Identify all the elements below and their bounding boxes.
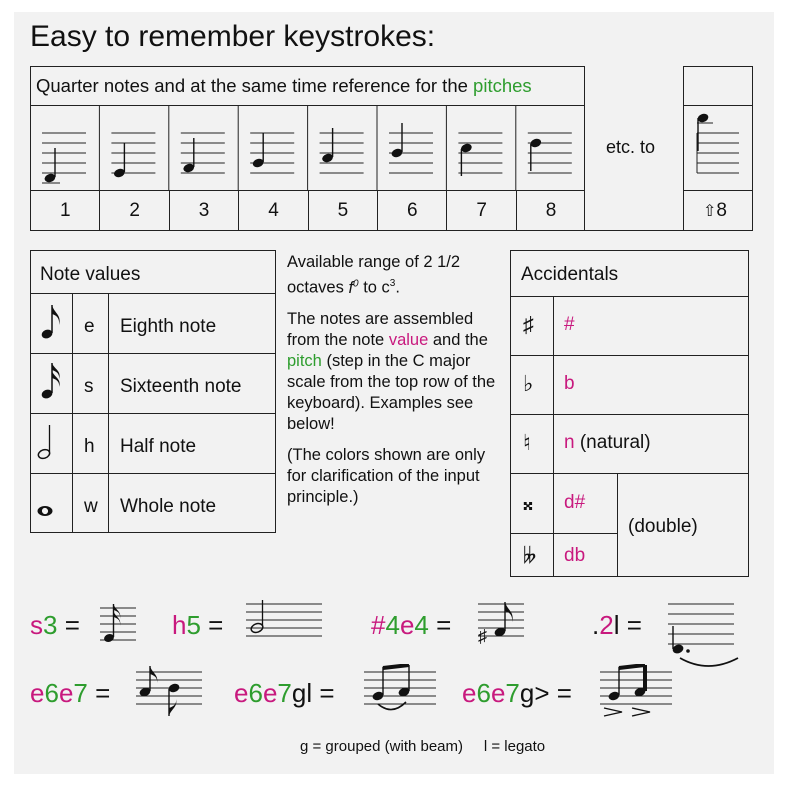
range-paragraph [287, 252, 497, 299]
equals-sign: = [549, 678, 572, 708]
divider [308, 190, 309, 230]
divider [446, 190, 447, 230]
note-value-name: Eighth note [120, 316, 217, 337]
double-flat-icon: 𝄫 [523, 543, 537, 568]
pitch-table-header-highlight: pitches [473, 75, 532, 96]
note-value-key: w [84, 496, 98, 517]
example-pitch: 6 [476, 678, 491, 708]
example-pitch: 2 [599, 610, 614, 640]
assembly-value-word: value [388, 330, 429, 349]
pitch-staff-cell [516, 105, 572, 191]
whole-note-icon [30, 473, 72, 533]
example-legato-key: l [613, 610, 620, 640]
accidental-key: d# [564, 492, 586, 513]
pitch-key-8: 8 [545, 200, 557, 221]
pitch-table-header-text: Quarter notes and at the same time reference for the [36, 75, 474, 96]
example-value: e [58, 678, 74, 708]
shift-arrow-icon: ⇧ [703, 203, 717, 220]
note-value-key: e [84, 316, 95, 337]
pitch-key-3: 3 [198, 200, 210, 221]
divider [169, 190, 170, 230]
natural-icon: ♮ [523, 430, 531, 455]
pitch-key-2: 2 [129, 200, 140, 221]
divider [510, 355, 749, 356]
pitch-staff-row [30, 105, 585, 191]
example-value: e [490, 678, 506, 708]
divider [510, 533, 618, 534]
example-e6e7gl [234, 678, 335, 709]
note-value-name: Half note [120, 436, 197, 457]
pitch-key-6: 6 [407, 200, 418, 221]
pitch-staff-cell [169, 105, 225, 191]
example-s3-notation [100, 598, 136, 650]
divider [72, 293, 73, 533]
sharp-icon: ♯ [523, 312, 534, 337]
divider [510, 414, 749, 415]
divider [510, 473, 749, 474]
equals-sign: = [619, 610, 642, 640]
pitch-staff-cell [99, 105, 155, 191]
example-h5 [172, 610, 223, 641]
equals-sign: = [428, 610, 452, 640]
assembly-pitch-word: pitch [287, 351, 322, 370]
svg-text:♯: ♯ [478, 626, 487, 646]
accidental-key: b [564, 373, 575, 394]
double-label: (double) [628, 516, 698, 537]
example-pitch: 4 [385, 610, 400, 640]
example-pitch: 3 [43, 610, 58, 640]
divider [108, 293, 109, 533]
example-sharp4e4 [371, 610, 451, 641]
accidental-key: # [564, 314, 575, 335]
note-value-key: s [84, 376, 94, 397]
range-to-octave: 3 [389, 278, 396, 289]
example-modifier: g> [519, 678, 550, 708]
example-e6e7-notation [136, 664, 202, 724]
example-sharp4e4-notation [478, 598, 524, 650]
example-dot2l [592, 610, 642, 641]
pitch-table-header [36, 75, 532, 97]
assembly-text-3: (step in the C major scale from the top row of the keyboard). Examples see below! [287, 351, 496, 433]
divider [377, 190, 378, 230]
range-from: f [348, 278, 354, 297]
pitch-key-1: 1 [60, 200, 71, 221]
range-to-word: to [358, 278, 382, 297]
equals-sign: = [87, 678, 111, 708]
colors-note: (The colors shown are only for clarification of the input principle.) [287, 445, 486, 506]
example-value: e [234, 678, 249, 708]
example-modifier: gl [291, 678, 313, 708]
pitch-key-4: 4 [268, 200, 279, 221]
example-e6e7gaccent [462, 678, 572, 709]
note-value-name: Whole note [120, 496, 217, 517]
note-value-key: h [84, 436, 95, 457]
note-values-header: Note values [40, 264, 141, 285]
example-e6e7 [30, 678, 110, 709]
pitch-key-7: 7 [476, 200, 487, 221]
divider [516, 190, 517, 230]
divider [617, 473, 618, 577]
example-s3 [30, 610, 80, 641]
equals-sign: = [312, 678, 335, 708]
equals-sign: = [57, 610, 80, 640]
example-e6e7gaccent-notation [600, 664, 672, 724]
range-period: . [395, 278, 400, 297]
accidental-key: n (natural) [564, 432, 651, 453]
example-value: s [30, 610, 43, 640]
eighth-note-icon [30, 293, 72, 353]
pitch-staff-cell [446, 105, 502, 191]
example-pitch: 7 [73, 678, 88, 708]
example-accidental: # [371, 610, 386, 640]
shift-8-label: 8 [716, 200, 727, 221]
sixteenth-note-icon [30, 353, 72, 413]
divider [510, 296, 749, 297]
example-h5-notation [246, 598, 322, 650]
assembly-paragraph [287, 309, 497, 435]
example-dot2l-notation [668, 596, 744, 672]
accidentals-header: Accidentals [521, 264, 619, 285]
pitch-staff-cell [377, 105, 433, 191]
range-from-octave: 0 [353, 278, 359, 289]
example-pitch: 5 [186, 610, 201, 640]
explanation-text [287, 252, 497, 518]
example-pitch: 4 [414, 610, 429, 640]
pitch-staff-cell [42, 133, 86, 184]
example-value: e [399, 610, 415, 640]
pitch-key-5: 5 [337, 200, 349, 221]
divider [553, 296, 554, 577]
example-pitch: 7 [277, 678, 292, 708]
etc-label: etc. to [606, 137, 656, 157]
pitch-table-etc-line [584, 230, 684, 231]
footnote: g = grouped (with beam) l = legato [300, 738, 546, 755]
example-e6e7gl-notation [364, 664, 436, 724]
equals-sign: = [200, 610, 224, 640]
example-dot: . [592, 610, 600, 640]
range-text: Available range of 2 1/2 octaves [287, 253, 461, 297]
pitch-staff-cell [308, 105, 364, 191]
range-to: c [381, 278, 390, 297]
pitch-staff-cell [238, 105, 294, 191]
example-pitch: 6 [44, 678, 59, 708]
example-value: e [30, 678, 45, 708]
example-value: e [462, 678, 477, 708]
top-c-staff [683, 105, 753, 191]
assembly-text-2: and the [428, 330, 488, 349]
example-value: e [262, 678, 278, 708]
example-value: h [172, 610, 187, 640]
flat-icon: ♭ [523, 371, 534, 396]
note-value-name: Sixteenth note [120, 376, 242, 397]
divider [99, 190, 100, 230]
divider [238, 190, 239, 230]
example-pitch: 6 [248, 678, 263, 708]
example-pitch: 7 [505, 678, 520, 708]
half-note-icon [30, 413, 72, 473]
double-sharp-icon: 𝄪 [523, 490, 533, 515]
shift-8-key [703, 200, 727, 222]
page-title: Easy to remember keystrokes: [30, 20, 436, 53]
assembly-text-1: The notes are assembled from the note [287, 309, 474, 349]
accidental-key: db [564, 545, 586, 566]
